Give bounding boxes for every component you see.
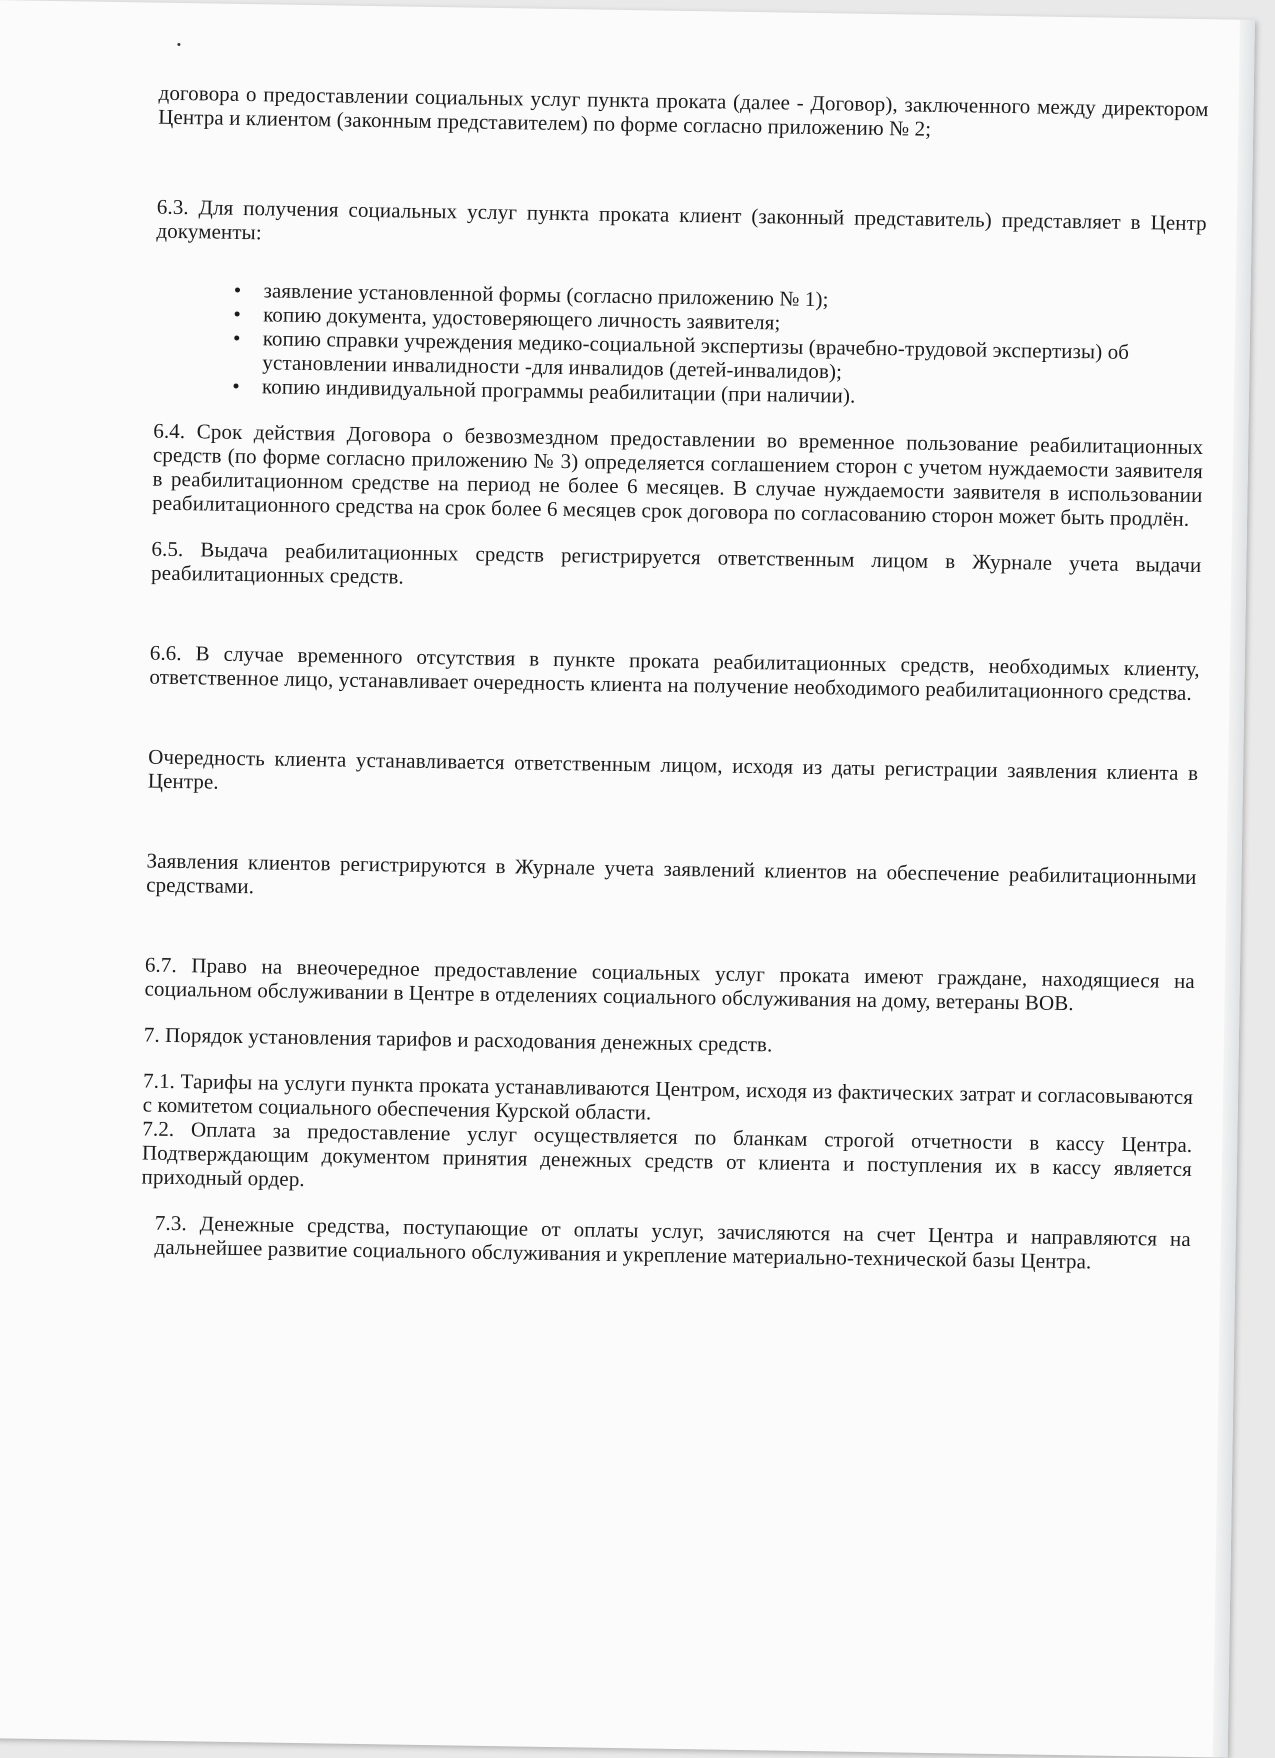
paragraph-contract: договора о предоставлении социальных услуг пункта проката (далее - Договор), заключенного между директором Центра и клиентом (законным представителем) по форме согласно приложению № 2; <box>158 80 1209 141</box>
paragraph-6-3: 6.3. Для получения социальных услуг пункта проката клиент (законный представитель) представляет в Центр документы: <box>156 194 1207 245</box>
page-edge <box>1213 20 1255 1758</box>
paragraph-6-6: 6.6. В случае временного отсутствия в пункте проката реабилитационных средств, необходимых клиенту, ответственное лицо, устанавливает очередность клиента на получение необходимого реабилитационного средства. <box>149 640 1200 705</box>
bullet-icon: • <box>232 373 240 398</box>
section-heading-7: 7. Порядок установления тарифов и расходования денежных средств. <box>143 1022 773 1057</box>
paragraph-7-1: 7.1. Тарифы на услуги пункта проката устанавливаются Центром, исходя из фактических затрат и согласовываются с комитетом социального обеспечения Курской области. <box>142 1068 1194 1125</box>
documents-list <box>154 277 1206 413</box>
bullet-icon: • <box>232 325 241 350</box>
list-item: • заявление установленной формы (согласно приложению № 1); <box>225 278 1205 317</box>
paragraph-queue: Очередность клиента устанавливается ответственным лицом, исходя из даты регистрации заявления клиента в Центре. <box>147 744 1199 794</box>
list-item: • копию справки учреждения медико-социальной экспертизы (врачебно-трудовой экспертизы) об установлении инвалидности -для инвалидов (детей-инвалидов); <box>224 326 1205 389</box>
paragraph-7-3: 7.3. Денежные средства, поступающие от оплаты услуг, зачисляются на счет Центра и направляются на дальнейшее развитие социального обслуживания и укрепление материально-технической базы Центра. <box>154 1210 1191 1274</box>
paragraph-7-2: 7.2. Оплата за предоставление услуг осуществляется по бланкам строгой отчетности в кассу Центра. Подтверждающим документом принятия денежных средств от клиента и поступления их в кассу является приходный ордер. <box>141 1116 1193 1192</box>
list-item: • копию документа, удостоверяющего личность заявителя; <box>225 302 1205 341</box>
document-body <box>140 81 1208 1275</box>
paragraph-applications: Заявления клиентов регистрируются в Журнале учета заявлений клиентов на обеспечение реабилитационными средствами. <box>146 848 1197 899</box>
paragraph-6-7: 6.7. Право на внеочередное предоставление социальных услуг проката имеют граждане, находящиеся на социальном обслуживании в Центре в отделениях социального обслуживания на дому, ветераны ВОВ. <box>144 952 1196 1016</box>
paragraph-6-5: 6.5. Выдача реабилитационных средств регистрируется ответственным лицом в Журнале учета выдачи реабилитационных средств. <box>150 536 1202 589</box>
scan-speck <box>177 43 180 46</box>
bullet-icon: • <box>233 277 242 302</box>
list-item: • копию индивидуальной программы реабилитации (при наличии). <box>224 374 1204 413</box>
paragraph-6-4: 6.4. Срок действия Договора о безвозмездном предоставлении во временное пользование реабилитационных средств (по форме согласно приложению № 3) определяется соглашением сторон с учетом нуждаемости заявителя в реабилитационном средстве на период не более 6 месяцев. В случае нуждаемости заявителя в использовании реабилитационного средства на срок более 6 месяцев срок договора по согласованию сторон может быть продлён. <box>152 418 1204 531</box>
bullet-icon: • <box>233 301 242 326</box>
